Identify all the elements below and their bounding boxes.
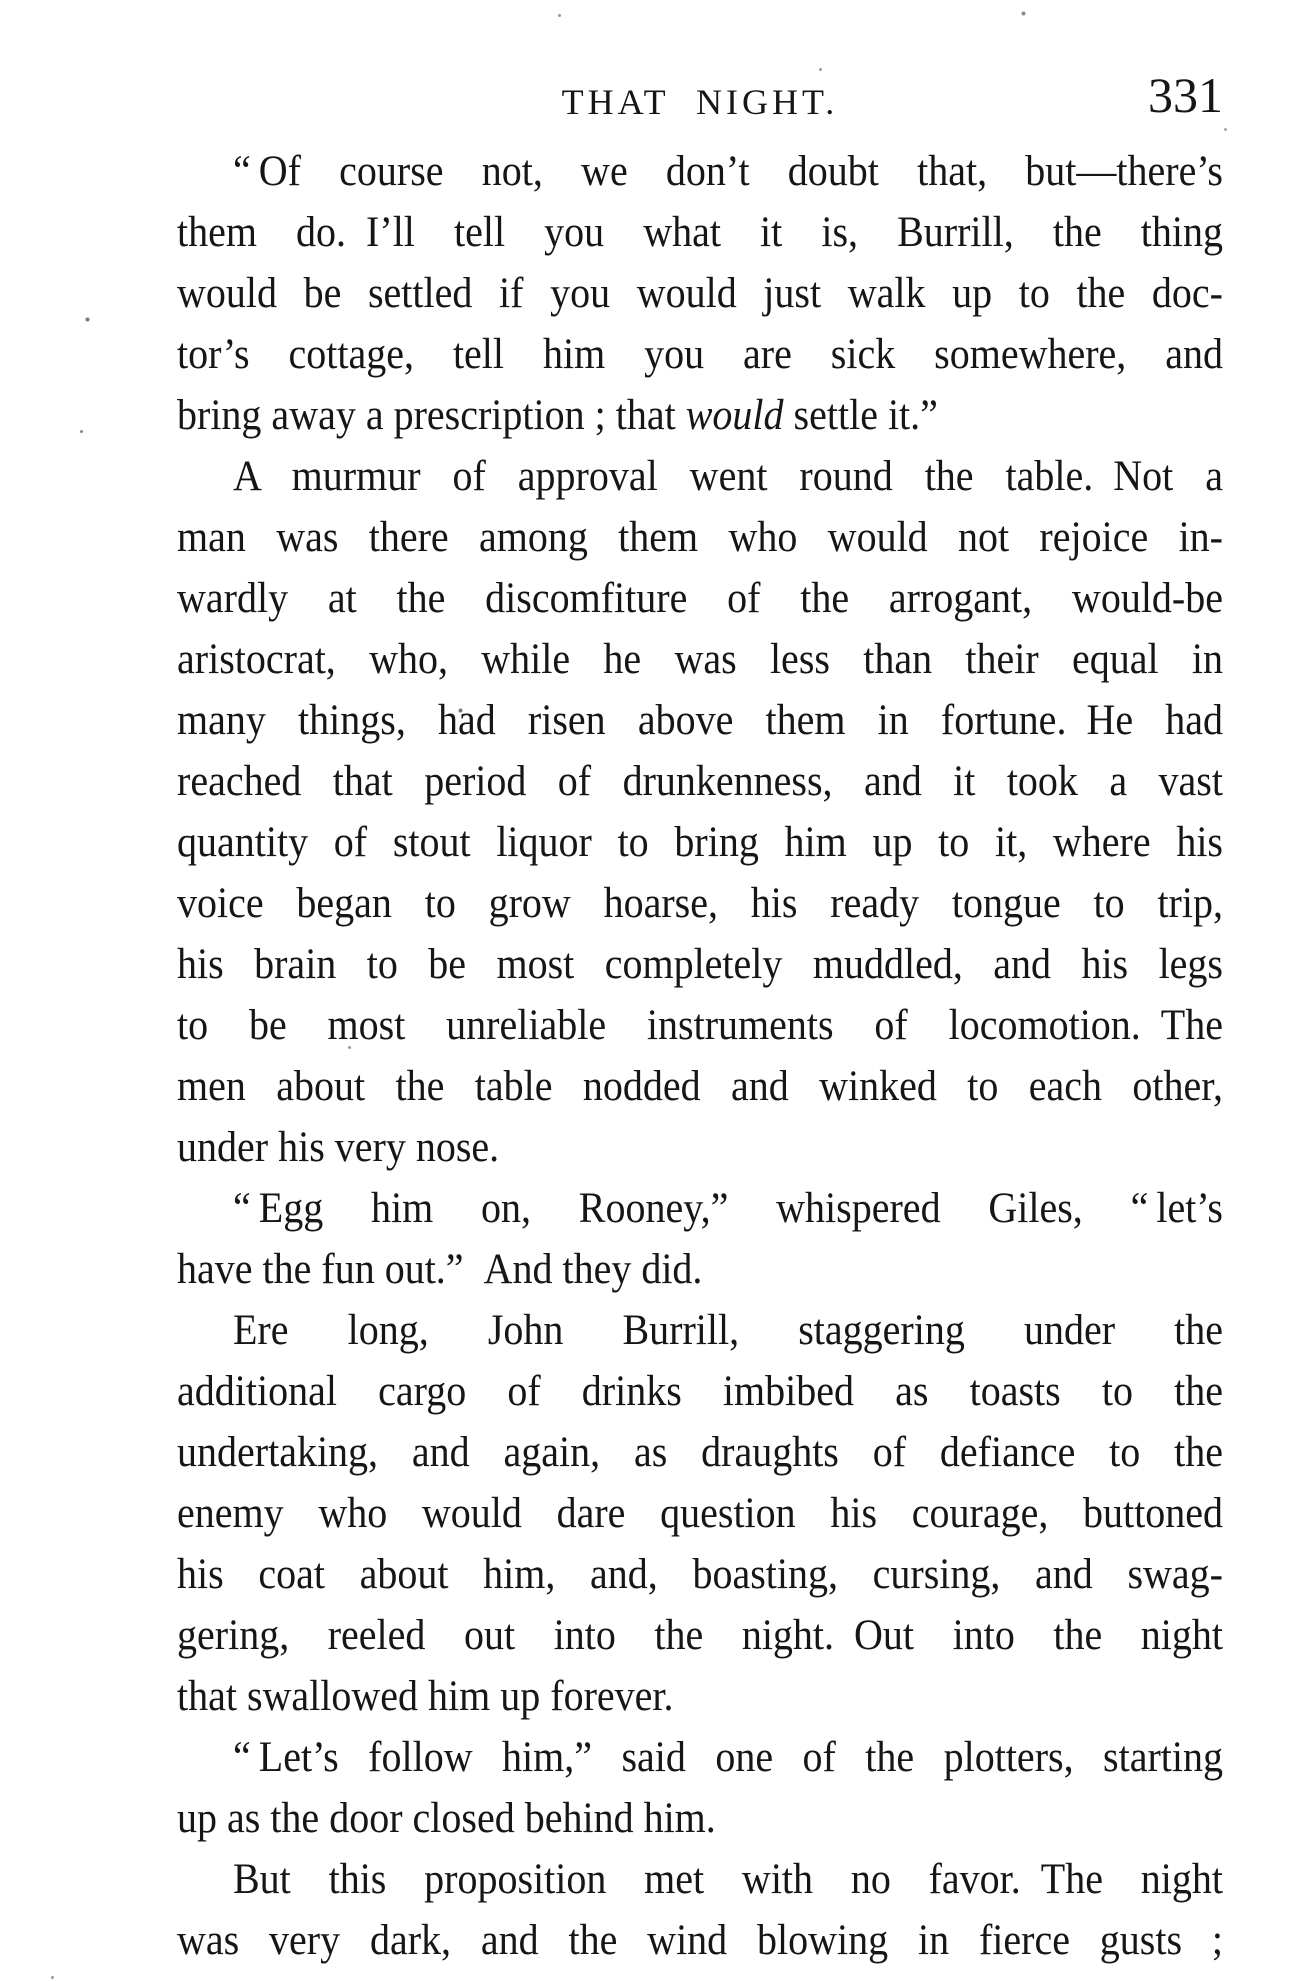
text-segment: them do. I’ll tell you what it is, Burrill, the thing [177, 207, 1223, 256]
text-line [177, 260, 1223, 326]
text-segment: “ Let’s follow him,” said one of the plotters, starting [233, 1732, 1223, 1781]
text-line [177, 1297, 1223, 1363]
text-segment: under his very nose. [177, 1122, 500, 1171]
text-segment: settle it.” [783, 390, 938, 439]
text-segment: quantity of stout liquor to bring him up to it, where his [177, 817, 1223, 866]
text-line [177, 1846, 1223, 1912]
text-line [177, 321, 1223, 387]
text-segment: “ Egg him on, Rooney,” whispered Giles, “ let’s [233, 1183, 1223, 1232]
text-line [177, 1480, 1223, 1546]
text-segment: gering, reeled out into the night. Out into the night [177, 1610, 1223, 1659]
text-segment: was very dark, and the wind blowing in fierce gusts ; [177, 1915, 1223, 1964]
text-segment: bring away a prescription ; that [177, 390, 686, 439]
text-line [177, 382, 1223, 448]
text-segment: would be settled if you would just walk up to the doc- [177, 268, 1223, 317]
text-segment: man was there among them who would not rejoice in- [177, 512, 1223, 561]
text-segment: to be most unreliable instruments of locomotion. The [177, 1000, 1223, 1049]
page-body [177, 140, 1223, 1970]
text-line [177, 1785, 1223, 1851]
text-segment: enemy who would dare question his courage, buttoned [177, 1488, 1223, 1537]
text-segment: “ Of course not, we don’t doubt that, but—there’s [233, 146, 1223, 195]
text-line [177, 1236, 1223, 1302]
text-line [177, 1541, 1223, 1607]
text-line [177, 992, 1223, 1058]
text-segment: A murmur of approval went round the table. Not a [233, 451, 1223, 500]
text-line [177, 1358, 1223, 1424]
text-segment: reached that period of drunkenness, and it took a vast [177, 756, 1223, 805]
text-line [177, 504, 1223, 570]
text-line [177, 687, 1223, 753]
text-segment: Ere long, John Burrill, staggering under the [233, 1305, 1223, 1354]
text-line [177, 1663, 1223, 1729]
text-segment: additional cargo of drinks imbibed as toasts to the [177, 1366, 1223, 1415]
text-segment: that swallowed him up forever. [177, 1671, 674, 1720]
text-line [177, 1724, 1223, 1790]
text-segment: aristocrat, who, while he was less than their equal in [177, 634, 1223, 683]
text-line [177, 1053, 1223, 1119]
text-line [177, 809, 1223, 875]
text-line [177, 626, 1223, 692]
text-segment: have the fun out.” And they did. [177, 1244, 703, 1293]
text-line [177, 1114, 1223, 1180]
text-segment: voice began to grow hoarse, his ready tongue to trip, [177, 878, 1223, 927]
running-title: THAT NIGHT. [561, 82, 839, 122]
text-segment: up as the door closed behind him. [177, 1793, 716, 1842]
text-line [177, 565, 1223, 631]
text-line [177, 1602, 1223, 1668]
text-segment: many things, had risen above them in fortune. He had [177, 695, 1223, 744]
text-line [177, 931, 1223, 997]
text-line [177, 870, 1223, 936]
text-segment: wardly at the discomfiture of the arrogant, would-be [177, 573, 1223, 622]
text-segment: his coat about him, and, boasting, cursing, and swag- [177, 1549, 1223, 1598]
page-number: 331 [1148, 67, 1223, 123]
emphasized-word: would [685, 390, 784, 439]
text-segment: tor’s cottage, tell him you are sick somewhere, and [177, 329, 1223, 378]
text-line [177, 1907, 1223, 1973]
page-header [177, 67, 1223, 130]
text-segment: undertaking, and again, as draughts of defiance to the [177, 1427, 1223, 1476]
text-line [177, 748, 1223, 814]
text-line [177, 443, 1223, 509]
text-segment: men about the table nodded and winked to each other, [177, 1061, 1223, 1110]
text-line [177, 199, 1223, 265]
text-segment: But this proposition met with no favor. The night [233, 1854, 1223, 1903]
text-line [177, 138, 1223, 204]
text-line [177, 1419, 1223, 1485]
text-line [177, 1175, 1223, 1241]
text-segment: his brain to be most completely muddled, and his legs [177, 939, 1223, 988]
